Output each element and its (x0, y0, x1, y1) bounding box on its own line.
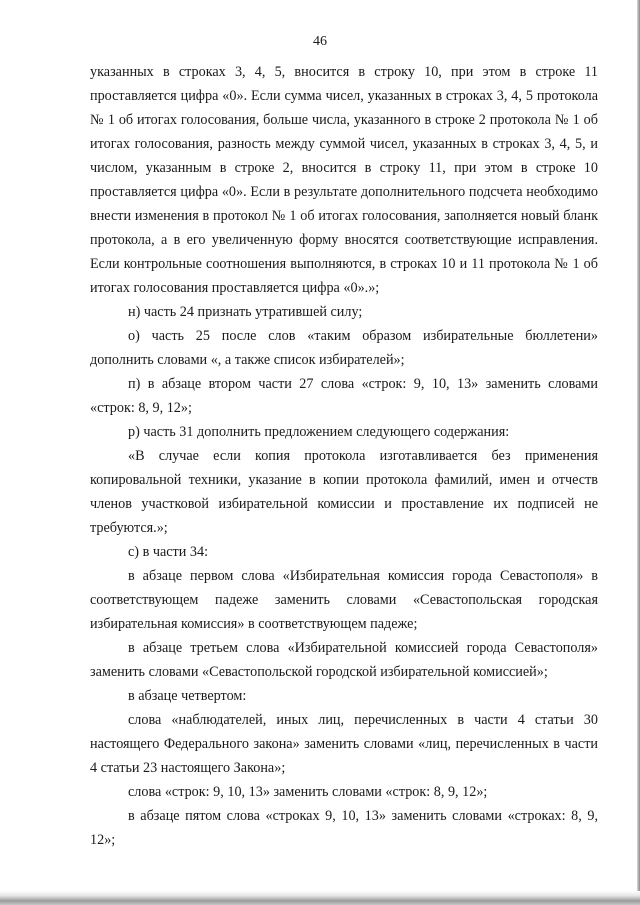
paragraph-rows-words: слова «строк: 9, 10, 13» заменить словами «строк: 8, 9, 12»; (128, 784, 488, 800)
paragraph-item-o: о) часть 25 после слов «таким образом избирательные бюллетени» дополнить словами «, а также список избирателей»; (90, 328, 598, 368)
document-body (90, 60, 598, 852)
paragraph-item-p: п) в абзаце втором части 27 слова «строк: 9, 10, 13» заменить словами «строк: 8, 9, 12»; (90, 376, 598, 416)
paragraph-fifth-clause: в абзаце пятом слова «строках 9, 10, 13» заменить словами «строках: 8, 9, 12»; (90, 808, 598, 848)
scan-edge-bottom (0, 891, 640, 905)
paragraph-fourth-clause: в абзаце четвертом: (128, 688, 247, 704)
paragraph-continuation: указанных в строках 3, 4, 5, вносится в строку 10, при этом в строке 11 проставляется цифра «0». Если сумма чисел, указанных в строках 3, 4, 5 протокола № 1 об итогах голосования, больше числа, указанного в строке 2 протокола № 1 об итогах голосования, разность между суммой чисел, указанных в строках 3, 4, 5, и числом, указанным в строке 2, вносится в строку 11, при этом в строке 10 проставляется цифра «0». Если в результате дополнительного подсчета необходимо внести изменения в протокол № 1 об итогах голосования, заполняется новый бланк протокола, а в его увеличенную форму вносятся соответствующие исправления. Если контрольные соотношения выполняются, в строках 10 и 11 протокола № 1 об итогах голосования проставляется цифра «0».»; (90, 64, 598, 296)
paragraph-first-clause: в абзаце первом слова «Избирательная комиссия города Севастополя» в соответствующем падеже заменить словами «Севастопольская городская избирательная комиссия» в соответствующем падеже; (90, 568, 598, 632)
paragraph-third-clause: в абзаце третьем слова «Избирательной комиссией города Севастополя» заменить словами «Севастопольской городской избирательной комиссией»; (90, 640, 598, 680)
paragraph-observers-words: слова «наблюдателей, иных лиц, перечисленных в части 4 статьи 30 настоящего Федерального закона» заменить словами «лиц, перечисленных в части 4 статьи 23 настоящего Закона»; (90, 712, 598, 776)
paragraph-quoted-sentence: «В случае если копия протокола изготавливается без применения копировальной техники, указание в копии протокола фамилий, имен и отчеств членов участковой избирательной комиссии и проставление их подписей не требуются.»; (90, 448, 598, 536)
paragraph-item-r: р) часть 31 дополнить предложением следующего содержания: (128, 424, 510, 440)
paragraph-item-n: н) часть 24 признать утратившей силу; (128, 304, 363, 320)
paragraph-item-s: с) в части 34: (128, 544, 209, 560)
page-number: 46 (313, 34, 327, 49)
